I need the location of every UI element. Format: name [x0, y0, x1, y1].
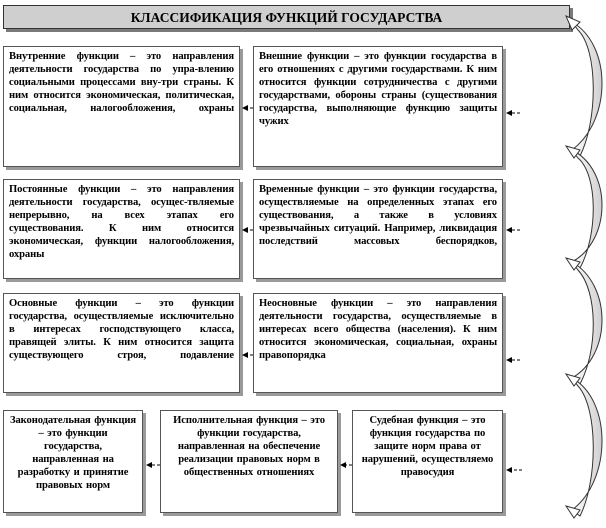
diagram-title: КЛАССИФИКАЦИЯ ФУНКЦИЙ ГОСУДАРСТВА — [3, 5, 570, 29]
permanent-functions-box: Постоянные функции – это направления деятельности государства, осущес-твляемые непрерывно, на всех этапах его существования. К ним относится экономическая, функции налогообложения, охраны — [3, 179, 240, 279]
legislative-function-box: Законодательная функция – это функции государства, направленная на разработку и принятие правовых норм — [3, 410, 143, 513]
curve-4 — [572, 378, 602, 516]
temporary-functions-box: Временные функции – это функции государства, осуществляемые на определенных этапах его существования, а также в условиях чрезвычайных ситуаций. Например, ликвидация последствий массовых беспорядков, — [253, 179, 503, 279]
judicial-function-box: Судебная функция – это функция государства по защите норм права от нарушений, осуществляемо правосудия — [352, 410, 503, 513]
non-main-functions-box: Неосновные функции – это направления деятельности государства, осуществляемые в интересах всего общества (населения). К ним относится экономическая, социальная, охраны правопорядка — [253, 293, 503, 393]
external-functions-box: Внешние функции – это функции государства в его отношениях с другими государствами. К ним относится функции сотрудничества с другими государствами, обороны страны (существования государства, выполняющие функцию защиты чужих — [253, 46, 503, 167]
internal-functions-box: Внутренние функции – это направления деятельности государства по упра-влению социальными процессами вну-три страны. К ним относится экономическая, политическая, социальная, налогообложения, охраны — [3, 46, 240, 167]
main-functions-box: Основные функции – это функции государства, осуществляемые исключительно в интересах господствующего класса, правящей элиты. К ним относится защита существующего строя, подавление — [3, 293, 240, 393]
curve-3 — [572, 262, 602, 384]
executive-function-box: Исполнительная функция – это функции государства, направленная на обеспечение реализации правовых норм в общественных отношениях — [160, 410, 338, 513]
curve-1 — [572, 22, 602, 156]
curve-2 — [572, 150, 602, 268]
